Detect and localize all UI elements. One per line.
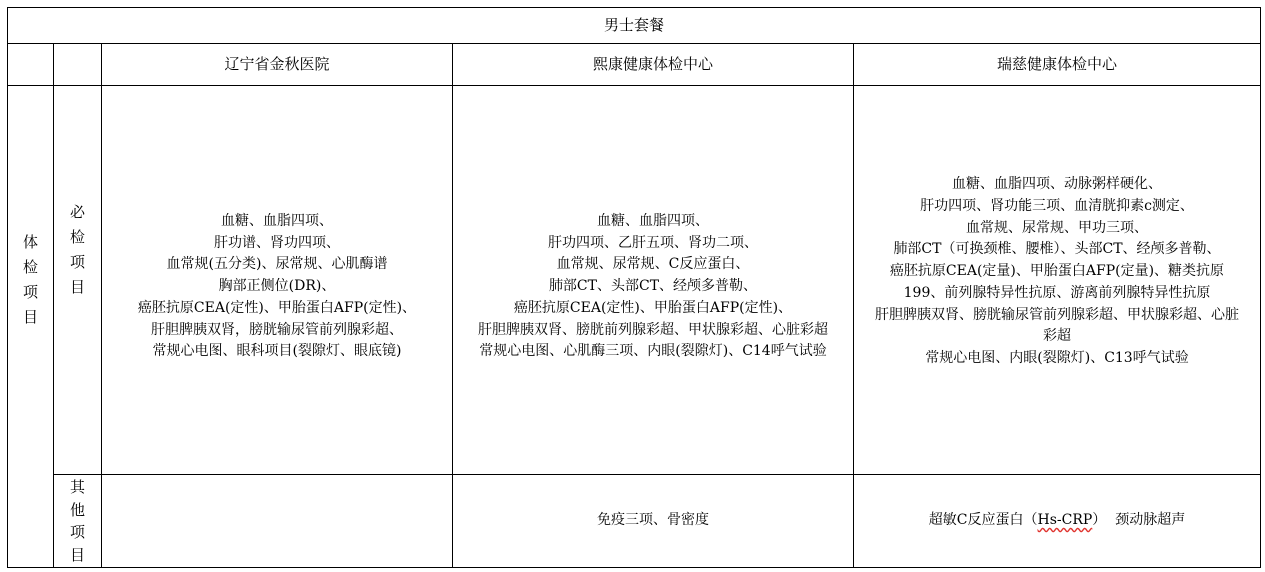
other-items-xikang: 免疫三项、骨密度 [597, 512, 709, 529]
exam-items-label: 体 检 项 目 [22, 233, 38, 326]
hs-crp-text: Hs-CRP [1037, 512, 1093, 529]
border-right [1260, 7, 1261, 568]
required-items-label: 必 检 项 目 [69, 203, 85, 296]
border-bottom [7, 567, 1261, 568]
hospital-header-3: 瑞慈健康体检中心 [996, 54, 1117, 73]
hospital-header-1: 辽宁省金秋医院 [224, 54, 330, 73]
other-items-ruici [854, 475, 1260, 567]
other-items-ruici-prefix: 超敏C反应蛋白（ [928, 512, 1038, 529]
other-items-jinqiu [102, 475, 452, 567]
hospital-header-2: 熙康健康体检中心 [592, 54, 713, 73]
other-items-ruici-suffix: ） 颈动脉超声 [1092, 512, 1186, 529]
table-title: 男士套餐 [603, 15, 664, 34]
required-items-jinqiu: 血糖、血脂四项、 肝功谱、肾功四项、 血常规(五分类)、尿常规、心肌酶谱 胸部正侧位(DR)、 癌胚抗原CEA(定性)、甲胎蛋白AFP(定性)、 肝胆脾胰双肾，膀胱输尿管前列腺彩超、 常规心电图、眼科项目(裂隙灯、眼底镜) [137, 212, 417, 360]
other-items-label: 其 他 项 目 [69, 478, 85, 564]
required-items-xikang: 血糖、血脂四项、 肝功四项、乙肝五项、肾功二项、 血常规、尿常规、C反应蛋白、 肺部CT、头部CT、经颅多普勒、 癌胚抗原CEA(定性)、甲胎蛋白AFP(定性)、 肝胆脾胰双肾、膀胱前列腺彩超、甲状腺彩超、心脏彩超 常规心电图、心肌酶三项、内眼(裂隙灯)、C14呼气试验 [478, 212, 828, 360]
required-items-ruici: 血糖、血脂四项、动脉粥样硬化、 肝功四项、肾功能三项、血清胱抑素c测定、 血常规、尿常规、甲功三项、 肺部CT（可换颈椎、腰椎）、头部CT、经颅多普勒、 癌胚抗原CEA(定量)、甲胎蛋白AFP(定量)、糖类抗原 199、前列腺特异性抗原、游离前列腺特异性抗原 肝胆脾胰双肾、膀胱输尿管前列腺彩超、甲状腺彩超、心脏 彩超 常规心电图、内眼(裂隙灯)、C13呼气试验 [875, 175, 1239, 367]
